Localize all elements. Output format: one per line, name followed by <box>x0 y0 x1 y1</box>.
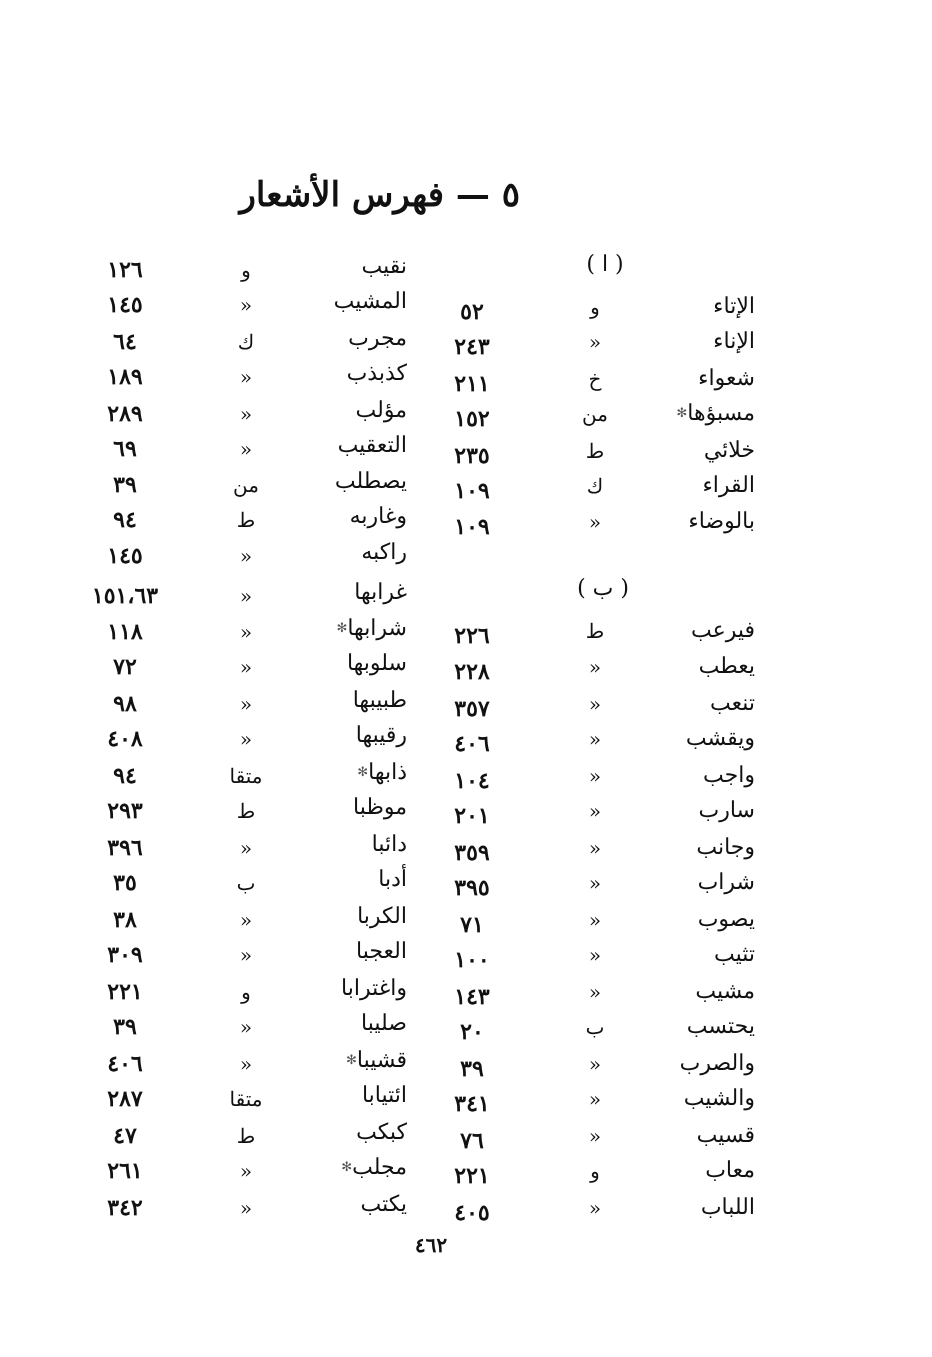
index-entry-code: » <box>239 584 253 608</box>
index-entry-code: و <box>241 980 251 1004</box>
index-entry-code: » <box>239 943 253 967</box>
index-entry-word: سارب <box>698 798 755 823</box>
index-entry-page: ٢٢٦ <box>454 623 490 649</box>
index-entry-word: راكبه <box>361 540 407 565</box>
index-entry-page: ٤٠٨ <box>107 726 143 752</box>
index-entry-word: الإناء <box>713 329 755 354</box>
index-entry-page: ٣٥٧ <box>454 696 490 722</box>
index-entry-code: » <box>239 365 253 389</box>
index-entry-word: أدبا <box>378 867 407 892</box>
index-entry-page: ٦٩ <box>113 436 137 462</box>
index-entry-page: ١٥٢ <box>454 406 490 432</box>
index-entry-code: » <box>239 1052 253 1076</box>
asterisk-icon: ✻ <box>341 1160 353 1175</box>
index-entry-page: ٣٤٢ <box>107 1195 143 1221</box>
index-entry-word: صليبا <box>361 1011 407 1036</box>
entry-word-text: مسبؤها <box>687 401 755 426</box>
index-entry-code: ب <box>585 1015 605 1039</box>
index-entry-word: واجب <box>703 763 755 788</box>
index-entry-word: شراب <box>697 870 755 895</box>
index-entry-code: » <box>239 1015 253 1039</box>
index-entry-word: مشيب <box>695 979 755 1004</box>
index-entry-page: ٢٣٥ <box>454 443 490 469</box>
index-entry-code: » <box>239 620 253 644</box>
index-entry-code: » <box>588 1196 602 1220</box>
index-entry-code: » <box>239 727 253 751</box>
index-entry-page: ٧٦ <box>460 1128 484 1154</box>
index-entry-word: ائتيابا <box>361 1083 407 1108</box>
index-entry-page: ٣٩٥ <box>454 875 490 901</box>
index-entry-word: العجبا <box>356 939 407 964</box>
index-entry-code: » <box>588 764 602 788</box>
entry-word-text: قشيبا <box>356 1048 407 1073</box>
index-entry-word: مجرب <box>348 326 407 351</box>
index-entry-page: ١٠٩ <box>454 478 490 504</box>
index-entry-word: يكتب <box>360 1192 407 1217</box>
index-entry-code: » <box>239 655 253 679</box>
section-heading-alif: ( ا ) <box>586 252 624 277</box>
index-entry-code: » <box>588 799 602 823</box>
index-entry-page: ٧٢ <box>113 654 137 680</box>
index-entry-word: مؤلب <box>355 398 407 423</box>
index-entry-code: » <box>588 836 602 860</box>
index-entry-word: سلوبها <box>346 651 407 676</box>
asterisk-icon: ✻ <box>357 765 369 780</box>
index-entry-code: » <box>239 908 253 932</box>
index-entry-page: ٢١١ <box>454 371 490 397</box>
index-entry-code: » <box>239 692 253 716</box>
asterisk-icon: ✻ <box>336 621 348 636</box>
index-entry-word: فيرعب <box>690 618 755 643</box>
index-entry-page: ١٤٥ <box>107 292 143 318</box>
index-entry-code: » <box>588 980 602 1004</box>
index-entry-page: ٢٢١ <box>454 1163 490 1189</box>
index-entry-word: غرابها <box>354 580 407 605</box>
index-entry-word: موظبا <box>352 795 407 820</box>
index-entry-code: من <box>233 473 259 497</box>
index-entry-page: ٢٢٨ <box>454 659 490 685</box>
index-entry-page: ١٠٠ <box>454 947 490 973</box>
index-entry-code: » <box>588 1124 602 1148</box>
index-entry-code: ط <box>236 799 256 823</box>
index-entry-code: و <box>590 1159 600 1183</box>
index-entry-word: رقيبها <box>355 723 407 748</box>
index-entry-word: تنعب <box>710 691 755 716</box>
index-entry-code: » <box>239 293 253 317</box>
index-entry-page: ١٥١،٦٣ <box>91 583 159 609</box>
index-entry-code: » <box>239 437 253 461</box>
asterisk-icon: ✻ <box>345 1053 357 1068</box>
index-entry-page: ١٢٦ <box>107 257 143 283</box>
index-entry-code: » <box>588 330 602 354</box>
index-entry-page: ٢٦١ <box>107 1158 143 1184</box>
index-entry-code: خ <box>588 367 602 391</box>
index-entry-page: ٣٩ <box>460 1056 484 1082</box>
index-entry-code: ط <box>585 439 605 463</box>
index-entry-word: بالوضاء <box>688 509 755 534</box>
index-entry-word: القراء <box>702 473 755 498</box>
index-entry-page: ٢٤٣ <box>454 334 490 360</box>
index-entry-word: تثيب <box>713 942 755 967</box>
entry-word-text: ذابها <box>368 760 407 785</box>
index-entry-page: ٥٢ <box>460 299 484 325</box>
index-entry-page: ٣٠٩ <box>107 942 143 968</box>
index-entry-code: من <box>582 402 608 426</box>
index-entry-page: ٣٩ <box>113 472 137 498</box>
index-entry-page: ٣٥٩ <box>454 840 490 866</box>
index-entry-page: ٩٤ <box>113 763 137 789</box>
index-entry-word: طبيبها <box>352 688 407 713</box>
index-entry-code: ب <box>236 871 256 895</box>
index-entry-word: يصوب <box>697 907 755 932</box>
index-entry-word: شعواء <box>698 366 755 391</box>
entry-word-text: مجلب <box>352 1155 407 1180</box>
index-entry-word: دائبا <box>371 832 407 857</box>
index-entry-word: ويقشب <box>685 726 755 751</box>
index-entry-word: المشيب <box>333 289 407 314</box>
index-entry-page: ٣٥ <box>113 870 137 896</box>
index-entry-code: » <box>588 727 602 751</box>
index-entry-word: وغاربه <box>349 504 407 529</box>
index-entry-code: ك <box>237 330 255 354</box>
index-entry-code: » <box>588 1052 602 1076</box>
index-entry-page: ٢٢١ <box>107 979 143 1005</box>
index-entry-page: ٢٩٣ <box>107 798 143 824</box>
index-entry-word: وجانب <box>696 835 755 860</box>
asterisk-icon: ✻ <box>676 406 688 421</box>
index-entry-page: ١٤٥ <box>107 543 143 569</box>
index-entry-page: ٢٠١ <box>454 803 490 829</box>
index-entry-page: ٤٠٦ <box>454 731 490 757</box>
index-entry-page: ٢٨٩ <box>107 401 143 427</box>
index-entry-code: و <box>241 258 251 282</box>
index-entry-code: متقا <box>229 764 263 788</box>
index-entry-page: ١٠٤ <box>454 768 490 794</box>
index-entry-word: واغترابا <box>341 976 407 1001</box>
index-entry-code: » <box>588 655 602 679</box>
index-entry-word: كذبذب <box>346 361 407 386</box>
index-entry-word: والشيب <box>683 1086 755 1111</box>
index-entry-page: ٢٨٧ <box>107 1086 143 1112</box>
index-entry-code: ك <box>586 474 604 498</box>
index-entry-code: متقا <box>229 1087 263 1111</box>
index-entry-word: والصرب <box>679 1051 755 1076</box>
index-entry-code: » <box>588 510 602 534</box>
index-entry-word: اللباب <box>700 1195 755 1220</box>
index-entry-code: » <box>239 836 253 860</box>
index-entry-code: » <box>588 908 602 932</box>
index-entry-word: معاب <box>705 1158 755 1183</box>
index-entry-page: ٣٤١ <box>454 1091 490 1117</box>
index-entry-page: ٦٤ <box>113 329 137 355</box>
index-entry-code: » <box>239 402 253 426</box>
index-entry-page: ٩٨ <box>113 691 137 717</box>
index-entry-word: الكربا <box>357 904 407 929</box>
index-entry-page: ١١٨ <box>107 619 143 645</box>
index-entry-code: و <box>590 295 600 319</box>
index-entry-code: ط <box>236 1124 256 1148</box>
index-entry-word: يصطلب <box>334 469 407 494</box>
index-entry-code: » <box>588 871 602 895</box>
index-entry-page: ٩٤ <box>113 507 137 533</box>
index-entry-page: ١٠٩ <box>454 514 490 540</box>
index-entry-word: قسيب <box>696 1123 755 1148</box>
index-entry-page: ٤٠٦ <box>107 1051 143 1077</box>
index-entry-code: » <box>239 1159 253 1183</box>
index-entry-word: خلائي <box>703 438 755 463</box>
index-entry-page: ٣٨ <box>113 907 137 933</box>
index-entry-code: » <box>588 1087 602 1111</box>
index-entry-page: ٤٧ <box>113 1123 137 1149</box>
index-entry-page: ٧١ <box>460 912 484 938</box>
index-entry-page: ٣٩٦ <box>107 835 143 861</box>
index-entry-word: التعقيب <box>337 433 407 458</box>
index-entry-code: ط <box>236 508 256 532</box>
index-entry-word: يعطب <box>698 654 755 679</box>
index-entry-page: ٣٩ <box>113 1014 137 1040</box>
index-entry-word: نقيب <box>361 254 407 279</box>
index-entry-code: » <box>588 943 602 967</box>
page-title: ٥ — فهرس الأشعار <box>239 175 520 215</box>
index-entry-word: يحتسب <box>686 1014 755 1039</box>
index-entry-page: ١٨٩ <box>107 364 143 390</box>
index-entry-code: » <box>239 1196 253 1220</box>
index-entry-code: » <box>588 692 602 716</box>
index-entry-word: الإتاء <box>713 294 755 319</box>
index-entry-code: » <box>239 544 253 568</box>
index-entry-code: ط <box>585 619 605 643</box>
index-entry-word: كبكب <box>356 1120 407 1145</box>
entry-word-text: شرابها <box>347 616 407 641</box>
index-entry-page: ١٤٣ <box>454 984 490 1010</box>
section-heading-ba: ( ب ) <box>577 576 629 601</box>
index-entry-page: ٤٠٥ <box>454 1200 490 1226</box>
index-entry-page: ٢٠ <box>460 1019 484 1045</box>
page-number: ٤٦٢ <box>414 1233 448 1257</box>
